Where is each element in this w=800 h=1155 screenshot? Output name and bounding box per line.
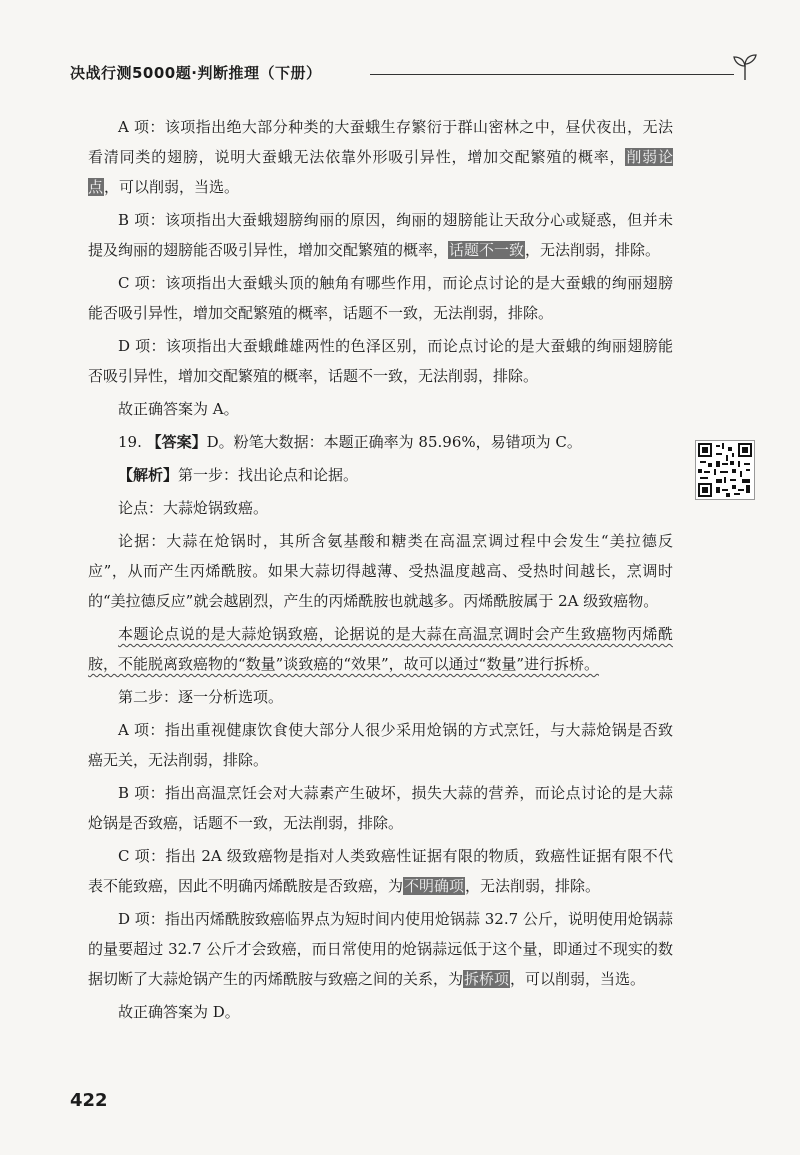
text-run: D 项：指出丙烯酰胺致癌临界点为短时间内使用炝锅蒜 32.7 公斤，说明使用炝锅蒜的量要超过 32.7 公斤才会致癌，而日常使用的炝锅蒜远低于这个量，即通过不现实的数据切断了大蒜炝锅产生的丙烯酰胺与致癌之间的关系，为 xyxy=(88,910,673,988)
text-run: 故正确答案为 A。 xyxy=(118,400,239,418)
highlight-tag: 拆桥项 xyxy=(464,970,510,988)
highlight-tag: 削弱论点 xyxy=(88,148,673,196)
text-run: D 项：该项指出大蚕蛾雌雄两性的色泽区别，而论点讨论的是大蚕蛾的绚丽翅膀能否吸引异性，增加交配繁殖的概率，话题不一致，无法削弱，排除。 xyxy=(88,337,673,385)
paragraph-ans2 xyxy=(88,997,673,1027)
text-run: ，无法削弱，排除。 xyxy=(465,877,601,895)
text-run: 论据：大蒜在炝锅时，其所含氨基酸和糖类在高温烹调过程中会发生“美拉德反应”，从而产生丙烯酰胺。如果大蒜切得越薄、受热温度越高、受热时间越长，烹调时的“美拉德反应”就会越剧烈，产生的丙烯酰胺也就越多。丙烯酰胺属于 2A 级致癌物。 xyxy=(88,532,673,610)
paragraph-ld xyxy=(88,493,673,523)
book-title: 决战行测5000题·判断推理（下册） xyxy=(70,64,322,82)
text-run: D。粉笔大数据：本题正确率为 85.96%，易错项为 C。 xyxy=(206,433,582,451)
text-run: C 项：该项指出大蚕蛾头顶的触角有哪些作用，而论点讨论的是大蚕蛾的绚丽翅膀能否吸引异性，增加交配繁殖的概率，话题不一致，无法削弱，排除。 xyxy=(88,274,673,322)
text-run: 第一步：找出论点和论据。 xyxy=(178,466,359,484)
header-rule xyxy=(370,74,734,75)
paragraph-lj xyxy=(88,526,673,616)
text-run: A 项：该项指出绝大部分种类的大蚕蛾生存繁衍于群山密林之中，昼伏夜出，无法看清同类的翅膀，说明大蚕蛾无法依靠外形吸引异性，增加交配繁殖的概率， xyxy=(88,118,673,166)
qr-code[interactable] xyxy=(695,440,755,500)
paragraph-d2 xyxy=(88,904,673,994)
text-run: A 项：指出重视健康饮食使大部分人很少采用炝锅的方式烹饪，与大蒜炝锅是否致癌无关，无法削弱，排除。 xyxy=(88,721,673,769)
text-run: ，可以削弱，当选。 xyxy=(510,970,646,988)
text-run: B 项：指出高温烹饪会对大蒜素产生破坏，损失大蒜的营养，而论点讨论的是大蒜炝锅是否致癌，话题不一致，无法削弱，排除。 xyxy=(88,784,673,832)
qr-code-icon xyxy=(696,441,754,499)
paragraph-d1 xyxy=(88,331,673,391)
paragraph-wv xyxy=(88,619,673,679)
paragraph-a1 xyxy=(88,112,673,202)
page-number: 422 xyxy=(70,1090,108,1111)
text-run: 故正确答案为 D。 xyxy=(118,1003,240,1021)
text-run: 19. xyxy=(118,433,147,451)
paragraph-b2 xyxy=(88,778,673,838)
text-run: 【解析】 xyxy=(118,466,179,484)
paragraph-b1 xyxy=(88,205,673,265)
explanation-body xyxy=(88,112,673,1030)
highlight-tag: 不明确项 xyxy=(404,877,465,895)
text-run: 论点：大蒜炝锅致癌。 xyxy=(118,499,269,517)
text-run: 【答案】 xyxy=(146,433,207,451)
paragraph-c1 xyxy=(88,268,673,328)
sprout-icon xyxy=(730,52,760,82)
paragraph-ans1 xyxy=(88,394,673,424)
text-run: ，可以削弱，当选。 xyxy=(104,178,240,196)
text-run: ，无法削弱，排除。 xyxy=(525,241,661,259)
paragraph-q19 xyxy=(88,427,673,457)
paragraph-a2 xyxy=(88,715,673,775)
paragraph-step2 xyxy=(88,682,673,712)
text-run: C 项：指出 2A 级致癌物是指对人类致癌性证据有限的物质，致癌性证据有限不代表不能致癌，因此不明确丙烯酰胺是否致癌，为 xyxy=(88,847,673,895)
running-header xyxy=(70,58,760,86)
text-run: 第二步：逐一分析选项。 xyxy=(118,688,284,706)
paragraph-c2 xyxy=(88,841,673,901)
highlight-tag: 话题不一致 xyxy=(449,241,525,259)
text-run: B 项：该项指出大蚕蛾翅膀绚丽的原因，绚丽的翅膀能让天敌分心或疑惑，但并未提及绚丽的翅膀能否吸引异性，增加交配繁殖的概率， xyxy=(88,211,673,259)
paragraph-jx xyxy=(88,460,673,490)
wavy-underlined-text: 本题论点说的是大蒜炝锅致癌，论据说的是大蒜在高温烹调时会产生致癌物丙烯酰胺，不能脱离致癌物的“数量”谈致癌的“效果”，故可以通过“数量”进行拆桥。 xyxy=(88,625,673,673)
